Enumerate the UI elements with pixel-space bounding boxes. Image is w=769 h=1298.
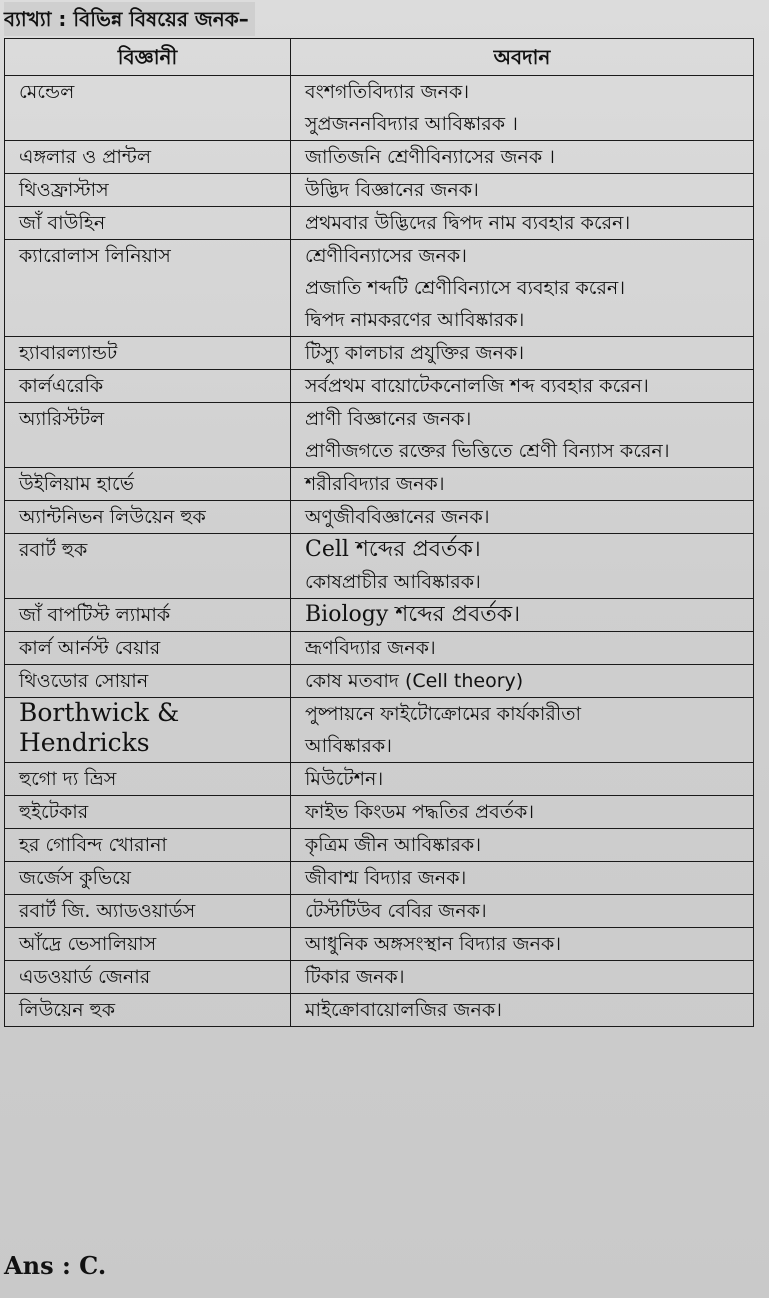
scientist-name: হর গোবিন্দ খোরানা xyxy=(5,829,291,862)
explanation-heading: ব্যাখ্যা : বিভিন্ন বিষয়ের জনক– xyxy=(4,2,255,36)
scientist-name: হুগো দ্য ভ্রিস xyxy=(5,763,291,796)
scientist-name: অ্যান্টনিভন লিউয়েন হুক xyxy=(5,501,291,534)
contribution-cell xyxy=(291,763,754,796)
table-row xyxy=(5,240,754,337)
scientist-name: এঙ্গলার ও প্রান্টল xyxy=(5,141,291,174)
contribution-line: জীবাশ্ম বিদ্যার জনক। xyxy=(305,867,467,889)
scientist-name: মেন্ডেল xyxy=(5,76,291,141)
contribution-line: বংশগতিবিদ্যার জনক। xyxy=(305,81,470,103)
contribution-line: টিস্যু কালচার প্রযুক্তির জনক। xyxy=(305,342,525,364)
contribution-cell xyxy=(291,240,754,337)
contribution-cell xyxy=(291,994,754,1027)
table-row xyxy=(5,698,754,763)
contribution-line: Cell শব্দের প্রবর্তক। xyxy=(305,537,481,562)
scientist-name: উইলিয়াম হার্ভে xyxy=(5,468,291,501)
contribution-line: কোষপ্রাচীর আবিষ্কারক। xyxy=(305,571,481,593)
contribution-line: প্রথমবার উদ্ভিদের দ্বিপদ নাম ব্যবহার করেন। xyxy=(305,212,631,234)
contribution-line: দ্বিপদ নামকরণের আবিষ্কারক। xyxy=(305,309,525,331)
answer-text: Ans : C. xyxy=(4,1251,107,1280)
contribution-cell xyxy=(291,698,754,763)
contribution-line: উদ্ভিদ বিজ্ঞানের জনক। xyxy=(305,179,479,201)
scientist-name: অ্যারিস্টটল xyxy=(5,403,291,468)
table-body xyxy=(5,76,754,1027)
contribution-line: শরীরবিদ্যার জনক। xyxy=(305,473,445,495)
contribution-cell xyxy=(291,599,754,632)
contribution-line: পুষ্পায়নে ফাইটোক্রোমের কার্যকারীতা xyxy=(305,703,581,725)
table-row xyxy=(5,174,754,207)
contribution-cell xyxy=(291,76,754,141)
contribution-cell xyxy=(291,961,754,994)
table-row xyxy=(5,599,754,632)
contribution-line: আধুনিক অঙ্গসংস্থান বিদ্যার জনক। xyxy=(305,933,562,955)
contribution-line: অণুজীববিজ্ঞানের জনক। xyxy=(305,506,490,528)
contribution-cell xyxy=(291,337,754,370)
table-row xyxy=(5,796,754,829)
scientist-name: হ্যাবারল্যান্ডট xyxy=(5,337,291,370)
scientist-name: ক্যারোলাস লিনিয়াস xyxy=(5,240,291,337)
contribution-cell xyxy=(291,928,754,961)
contribution-cell xyxy=(291,665,754,698)
contribution-line: সর্বপ্রথম বায়োটেকনোলজি শব্দ ব্যবহার করেন। xyxy=(305,375,649,397)
contribution-cell xyxy=(291,796,754,829)
contribution-line: টেস্টটিউব বেবির জনক। xyxy=(305,900,487,922)
contribution-line: আবিষ্কারক। xyxy=(305,735,392,757)
table-row xyxy=(5,370,754,403)
table-row xyxy=(5,928,754,961)
contribution-cell xyxy=(291,174,754,207)
contribution-cell xyxy=(291,370,754,403)
scientist-name: কার্ল আর্নস্ট বেয়ার xyxy=(5,632,291,665)
scientist-name: হুইটেকার xyxy=(5,796,291,829)
scientist-name: জর্জেস কুভিয়ে xyxy=(5,862,291,895)
scientist-name: রবার্ট হুক xyxy=(5,534,291,599)
table-row xyxy=(5,534,754,599)
contribution-line: কৃত্রিম জীন আবিষ্কারক। xyxy=(305,834,482,856)
contribution-cell xyxy=(291,501,754,534)
contribution-cell xyxy=(291,632,754,665)
table-row xyxy=(5,501,754,534)
contribution-line: মিউটেশন। xyxy=(305,768,384,790)
contribution-cell xyxy=(291,141,754,174)
table-row xyxy=(5,141,754,174)
table-row xyxy=(5,862,754,895)
contribution-cell xyxy=(291,895,754,928)
table-header-row xyxy=(5,39,754,76)
contribution-cell xyxy=(291,468,754,501)
scientist-name: লিউয়েন হুক xyxy=(5,994,291,1027)
table-row xyxy=(5,763,754,796)
contribution-line: শ্রেণীবিন্যাসের জনক। xyxy=(305,245,467,267)
scientist-name: থিওডোর সোয়ান xyxy=(5,665,291,698)
contribution-line: টিকার জনক। xyxy=(305,966,405,988)
scientist-name: রবার্ট জি. অ্যাডওয়ার্ডস xyxy=(5,895,291,928)
contribution-cell xyxy=(291,862,754,895)
scientist-name: জাঁ বাপটিস্ট ল্যামার্ক xyxy=(5,599,291,632)
header-scientist: বিজ্ঞানী xyxy=(5,39,291,76)
contribution-line: সুপ্রজননবিদ্যার আবিষ্কারক । xyxy=(305,113,518,135)
table-row xyxy=(5,994,754,1027)
contribution-line: প্রাণী বিজ্ঞানের জনক। xyxy=(305,408,472,430)
contribution-line: মাইক্রোবায়োলজির জনক। xyxy=(305,999,502,1021)
scientist-name: এডওয়ার্ড জেনার xyxy=(5,961,291,994)
table-row xyxy=(5,337,754,370)
scientist-name: আঁদ্রে ভেসালিয়াস xyxy=(5,928,291,961)
contribution-cell xyxy=(291,207,754,240)
table-row xyxy=(5,207,754,240)
table-row xyxy=(5,895,754,928)
contribution-line: কোষ মতবাদ (Cell theory) xyxy=(305,670,524,692)
contribution-line: জাতিজনি শ্রেণীবিন্যাসের জনক । xyxy=(305,146,555,168)
table-row xyxy=(5,76,754,141)
table-row xyxy=(5,403,754,468)
contribution-line: প্রাণীজগতে রক্তের ভিত্তিতে শ্রেণী বিন্যাস করেন। xyxy=(305,440,670,462)
header-contribution: অবদান xyxy=(291,39,754,76)
table-row xyxy=(5,632,754,665)
contribution-line: ফাইভ কিংডম পদ্ধতির প্রবর্তক। xyxy=(305,801,535,823)
contribution-line: Biology শব্দের প্রবর্তক। xyxy=(305,602,521,627)
contribution-line: প্রজাতি শব্দটি শ্রেণীবিন্যাসে ব্যবহার করেন। xyxy=(305,277,626,299)
table-row xyxy=(5,665,754,698)
table-row xyxy=(5,961,754,994)
scientist-name: জাঁ বাউহিন xyxy=(5,207,291,240)
contribution-line: ভ্রূণবিদ্যার জনক। xyxy=(305,637,436,659)
contribution-cell xyxy=(291,403,754,468)
scientist-name: Borthwick & Hendricks xyxy=(5,698,291,763)
table-row xyxy=(5,829,754,862)
contribution-cell xyxy=(291,829,754,862)
contribution-cell xyxy=(291,534,754,599)
table-row xyxy=(5,468,754,501)
scientist-name: কার্লএরেকি xyxy=(5,370,291,403)
scientists-table xyxy=(4,38,754,1027)
scientist-name: থিওফ্রাস্টাস xyxy=(5,174,291,207)
